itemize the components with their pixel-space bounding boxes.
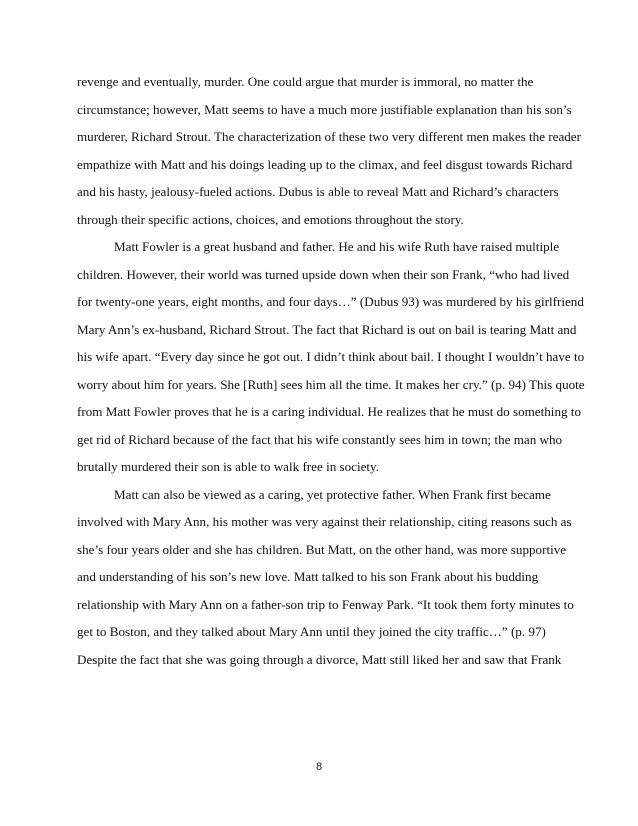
text-line: get rid of Richard because of the fact that his wife constantly sees him in town; the man who [77, 431, 563, 447]
text-line: and his hasty, jealousy-fueled actions. Dubus is able to reveal Matt and Richard’s characters [77, 184, 559, 199]
text-line: from Matt Fowler proves that he is a caring individual. He realizes that he must do something to [77, 404, 581, 419]
body-text [77, 68, 585, 673]
paragraph-2 [77, 233, 585, 481]
text-line: brutally murdered their son is able to walk free in society. [77, 459, 380, 474]
text-line: get to Boston, and they talked about Mary Ann until they joined the city traffic…” (p. 97) [77, 624, 546, 639]
text-line: empathize with Matt and his doings leading up to the climax, and feel disgust towards Richard [77, 156, 573, 172]
text-line: for twenty-one years, eight months, and four days…” (Dubus 93) was murdered by his girlfriend [77, 294, 584, 309]
text-line: his wife apart. “Every day since he got out. I didn’t think about bail. I thought I wouldn’t have to [77, 349, 585, 364]
text-line: relationship with Mary Ann on a father-son trip to Fenway Park. “It took them forty minutes to [77, 596, 574, 612]
text-line: Matt can also be viewed as a caring, yet protective father. When Frank first became [114, 486, 551, 502]
page-number: 8 [315, 761, 323, 773]
text-line: Mary Ann’s ex-husband, Richard Strout. The fact that Richard is out on bail is tearing Matt and [77, 321, 577, 337]
text-line: involved with Mary Ann, his mother was very against their relationship, citing reasons such as [77, 514, 572, 529]
text-line: circumstance; however, Matt seems to have a much more justifiable explanation than his son’s [77, 101, 572, 117]
paragraph-3 [77, 481, 577, 674]
text-line: children. However, their world was turned upside down when their son Frank, “who had lived [77, 266, 570, 282]
text-line: murderer, Richard Strout. The characterization of these two very different men makes the reader [77, 129, 581, 144]
text-line: she’s four years older and she has children. But Matt, on the other hand, was more supportive [77, 541, 567, 557]
text-line: through their specific actions, choices, and emotions throughout the story. [77, 211, 464, 227]
text-line: and understanding of his son’s new love. Matt talked to his son Frank about his budding [77, 569, 539, 584]
text-line: Matt Fowler is a great husband and father. He and his wife Ruth have raised multiple [114, 239, 560, 254]
paragraph-1 [77, 68, 581, 233]
text-line: revenge and eventually, murder. One could argue that murder is immoral, no matter the [77, 74, 534, 89]
text-line: worry about him for years. She [Ruth] sees him all the time. It makes her cry.” (p. 94) This quote [77, 376, 585, 392]
text-line: Despite the fact that she was going through a divorce, Matt still liked her and saw that Frank [77, 651, 562, 667]
